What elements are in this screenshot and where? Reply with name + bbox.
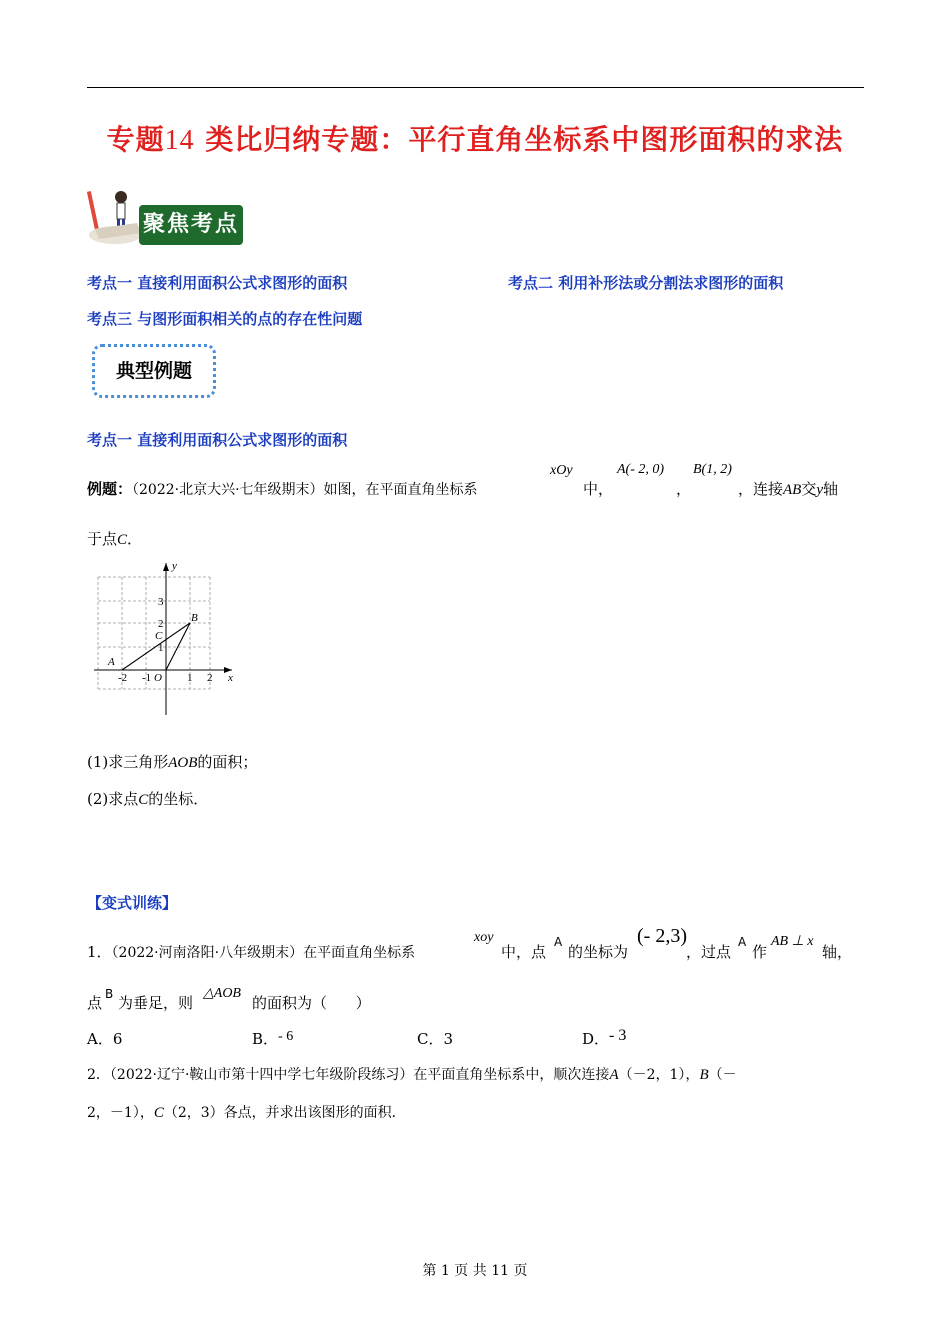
- example-line-1: 例题：（2022·北京大兴·七年级期末）如图，在平面直角坐标系: [87, 480, 478, 498]
- option-b[interactable]: B．- 6: [252, 1029, 294, 1048]
- math-b-label: B: [105, 987, 114, 1001]
- math-perp: AB ⊥ x: [771, 934, 814, 949]
- text-make: 作: [752, 943, 768, 961]
- y-tick-1: 1: [158, 642, 164, 654]
- focus-banner-label: 聚焦考点: [139, 205, 243, 245]
- key-point-1: 考点一 直接利用面积公式求图形的面积: [87, 274, 348, 292]
- math-triangle: △AOB: [203, 986, 241, 1001]
- math-point-a: A(- 2, 0): [617, 462, 665, 477]
- text-zhong: 中，: [583, 480, 614, 498]
- text-zhong-point: 中，点: [501, 943, 547, 961]
- point-label-b: B: [191, 612, 198, 624]
- point-label-c: C: [155, 630, 163, 642]
- option-d[interactable]: D．- 3: [582, 1027, 627, 1048]
- variant-heading: 【变式训练】: [87, 894, 178, 912]
- axis-label-y: y: [172, 560, 177, 572]
- origin-label: O: [154, 672, 162, 684]
- x-tick--1: -1: [142, 672, 152, 684]
- text-through-point: ，过点: [686, 943, 732, 961]
- text-foot: 为垂足，则: [118, 994, 194, 1012]
- math-a-label-2: A: [738, 935, 747, 949]
- example-line-1-tail: ，连接AB交y轴: [738, 480, 839, 498]
- axis-label-x: x: [228, 672, 233, 684]
- page-title: 专题14 类比归纳专题：平行直角坐标系中图形面积的求法: [106, 123, 844, 156]
- student-illustration-icon: [85, 183, 145, 247]
- x-tick--2: -2: [118, 672, 128, 684]
- math-xoy: xOy: [550, 463, 573, 478]
- section-heading-1: 考点一 直接利用面积公式求图形的面积: [87, 431, 348, 449]
- text-point: 点: [87, 994, 103, 1012]
- point-label-a: A: [108, 656, 115, 668]
- question-1: (1)求三角形AOB的面积；: [87, 753, 258, 771]
- math-xoy-2: xoy: [474, 930, 494, 945]
- y-tick-3: 3: [158, 596, 164, 608]
- variant-1-line-1: 1．（2022·河南洛阳·八年级期末）在平面直角坐标系: [87, 943, 416, 961]
- variant-2-line-1: 2．（2022·辽宁·鞍山市第十四中学七年级阶段练习）在平面直角坐标系中，顺次连接A（－2，1），B（－: [87, 1067, 737, 1083]
- page-footer: 第 1 页 共 11 页: [422, 1263, 528, 1279]
- text-axis: 轴，: [822, 943, 853, 961]
- y-axis-arrow-icon: [163, 563, 169, 571]
- text-comma: ，: [676, 480, 692, 498]
- header-rule: [87, 87, 864, 88]
- math-a-label: A: [554, 935, 563, 949]
- text-coord-is: 的坐标为: [568, 943, 629, 961]
- option-c[interactable]: C．3: [417, 1030, 454, 1048]
- math-point-b: B(1, 2): [693, 462, 732, 477]
- question-2: (2)求点C的坐标．: [87, 790, 209, 808]
- variant-2-line-2: 2，－1），C（2，3）各点，并求出该图形的面积．: [87, 1105, 406, 1121]
- math-coord: (- 2,3): [637, 925, 687, 947]
- typical-examples-banner: 典型例题: [92, 344, 216, 398]
- coordinate-figure: [86, 557, 246, 717]
- text-area-is: 的面积为（ ）: [252, 994, 371, 1012]
- y-tick-2: 2: [158, 618, 164, 630]
- x-tick-2: 2: [207, 672, 213, 684]
- focus-banner: [85, 183, 245, 247]
- option-a[interactable]: A．6: [87, 1030, 123, 1048]
- key-point-3: 考点三 与图形面积相关的点的存在性问题: [87, 310, 363, 328]
- example-line-2: 于点C．: [87, 530, 143, 548]
- x-tick-1: 1: [187, 672, 193, 684]
- key-point-2: 考点二 利用补形法或分割法求图形的面积: [508, 274, 784, 292]
